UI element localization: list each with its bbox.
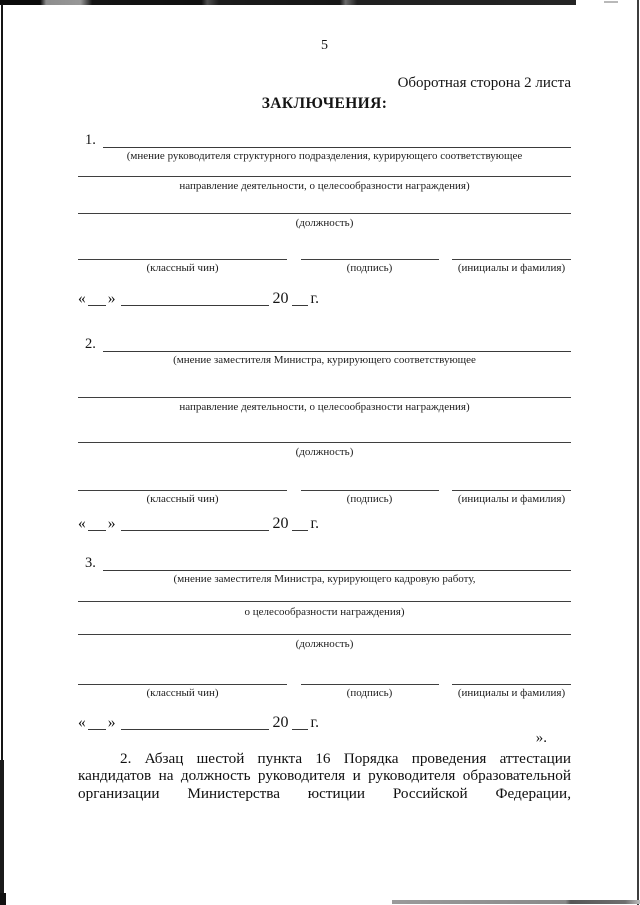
opinion-caption-top: (мнение заместителя Министра, курирующего соответствующее [173,354,476,366]
opinion-caption-mid: направление деятельности, о целесообразности награждения) [179,180,470,192]
scan-artifact-bottom-edge [392,900,640,904]
date-month-blank [121,302,269,306]
opinion-caption-mid: направление деятельности, о целесообразности награждения) [179,401,470,413]
rank-caption: (классный чин) [146,687,219,699]
paragraph-line-2: кандидатов на должность руководителя и руководителя образовательной [78,767,571,785]
opinion-blank-line-2 [78,397,571,398]
paragraph-line-1: 2. Абзац шестой пункта 16 Порядка проведения аттестации [120,750,571,767]
date-row [78,715,571,730]
paragraph-line-3: организации Министерства юстиции Российской Федерации, [78,784,571,802]
date-day-blank [88,302,106,306]
name-blank-line [452,684,571,685]
signature-row [78,259,571,275]
rank-field [78,684,287,700]
date-close-quote: » [107,290,116,307]
signature-field [301,490,439,506]
document-page [78,0,571,802]
scan-artifact-left-edge-lower [0,760,4,905]
section-number-row [78,337,571,352]
name-caption: (инициалы и фамилия) [457,262,566,274]
position-caption: (должность) [295,638,354,650]
name-caption: (инициалы и фамилия) [457,687,566,699]
date-year-blank [292,527,308,531]
signature-caption: (подпись) [346,493,393,505]
position-blank-line [78,213,571,214]
position-caption: (должность) [295,217,354,229]
name-field [452,490,571,506]
name-blank-line [452,490,571,491]
back-side-note: Оборотная сторона 2 листа [397,75,571,91]
date-open-quote: « [78,714,86,731]
opinion-caption-top: (мнение заместителя Министра, курирующего кадровую работу, [173,573,476,585]
opinion-blank-line [103,144,571,148]
opinion-caption-mid: о целесообразности награждения) [244,606,405,618]
page-number: 5 [321,38,328,53]
rank-blank-line [78,684,287,685]
date-year-suffix: г. [310,290,319,307]
date-century: 20 [272,515,289,532]
rank-caption: (классный чин) [146,262,219,274]
opinion-section-2 [78,337,571,531]
rank-blank-line [78,490,287,491]
opinion-section-1 [78,133,571,306]
section-number: 3. [85,555,96,571]
name-field [452,684,571,700]
date-row [78,516,571,531]
name-field [452,259,571,275]
signature-caption: (подпись) [346,687,393,699]
date-open-quote: « [78,290,86,307]
section-number-row [78,556,571,571]
date-year-suffix: г. [310,515,319,532]
date-century: 20 [272,714,289,731]
closing-quote-mark: ». [535,730,547,746]
signature-row [78,490,571,506]
signature-field [301,259,439,275]
name-caption: (инициалы и фамилия) [457,493,566,505]
conclusions-title: ЗАКЛЮЧЕНИЯ: [261,95,388,112]
signature-row [78,684,571,700]
date-day-blank [88,726,106,730]
scan-artifact-bottom-left [0,893,6,905]
date-close-quote: » [107,714,116,731]
section-number: 1. [85,132,96,148]
signature-field [301,684,439,700]
body-paragraph [78,750,571,802]
opinion-blank-line [103,567,571,571]
date-year-blank [292,726,308,730]
signature-caption: (подпись) [346,262,393,274]
date-day-blank [88,527,106,531]
position-caption: (должность) [295,446,354,458]
signature-blank-line [301,684,439,685]
opinion-blank-line [103,348,571,352]
date-century: 20 [272,290,289,307]
date-year-suffix: г. [310,714,319,731]
date-close-quote: » [107,515,116,532]
section-number-row [78,133,571,148]
scan-artifact-top-dash [604,1,618,3]
date-open-quote: « [78,515,86,532]
position-blank-line [78,634,571,635]
rank-blank-line [78,259,287,260]
rank-caption: (классный чин) [146,493,219,505]
date-row [78,291,571,306]
opinion-blank-line-2 [78,176,571,177]
signature-blank-line [301,490,439,491]
opinion-blank-line-2 [78,601,571,602]
opinion-section-3 [78,556,571,730]
date-month-blank [121,527,269,531]
name-blank-line [452,259,571,260]
position-blank-line [78,442,571,443]
signature-blank-line [301,259,439,260]
rank-field [78,259,287,275]
scan-artifact-right-edge [637,0,639,905]
section-number: 2. [85,336,96,352]
opinion-caption-top: (мнение руководителя структурного подразделения, курирующего соответствующее [126,150,523,162]
date-month-blank [121,726,269,730]
rank-field [78,490,287,506]
date-year-blank [292,302,308,306]
